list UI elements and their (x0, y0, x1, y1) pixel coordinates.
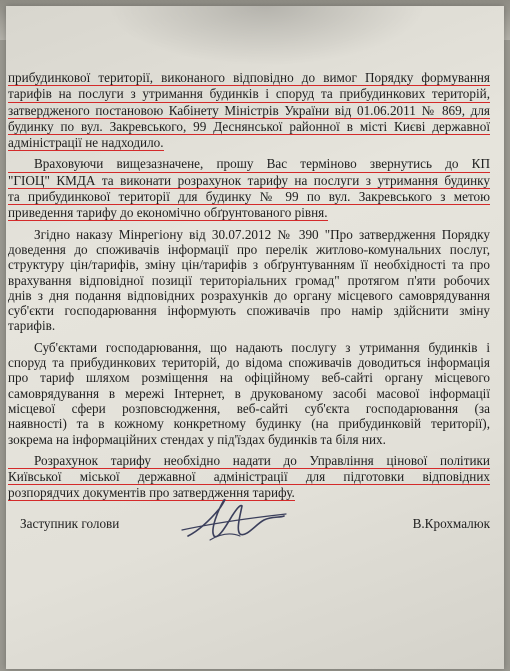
signature-block (20, 516, 490, 556)
text-line: Розрахунок тарифу необхідно надати до Управління цінової політики (8, 453, 490, 469)
paragraph-regulation-order (8, 227, 490, 334)
paragraph-no-calculation (8, 70, 490, 150)
signatory-position: Заступник голови (20, 516, 120, 531)
text-line: доведення до споживачів інформації про перелік житлово-комунальних послуг, (8, 241, 490, 257)
underlined-phrase: адміністрації не надходило. (8, 135, 164, 151)
underlined-phrase: приведення тарифу до економічно обґрунтованого рівня. (8, 205, 328, 221)
text-line: суб'єкти господарювання інформують споживачів про намір здійснити зміну (8, 303, 490, 319)
text-line: про тариф шляхом розміщення на офіційному веб-сайті органу місцевого (8, 370, 490, 386)
text-line: днів з дня подання відповідних розрахунків до органу місцевого самоврядування (8, 287, 490, 303)
text-line: самоврядування в мережі Інтернет, в друкованому засобі масової інформації (8, 385, 490, 401)
text-line: будинку по вул. Закревського, 99 Деснянської районної в місті Києві державної (8, 118, 490, 134)
paper-fold-shadow (106, 6, 426, 66)
text-line: тарифів. (8, 318, 56, 334)
text-line: структуру цін/тарифів, зміну цін/тарифів з обґрунтуванням її необхідності та про (8, 257, 490, 273)
underlined-phrase: розпорядчих документів про затвердження тарифу. (8, 485, 295, 501)
text-line: врахування відповідної позиції територіальних громад" протягом п'яти робочих (8, 272, 490, 288)
text-line: тарифів на послуги з утримання будинків і споруд та прибудинкових територій, (8, 86, 490, 102)
text-line: місцевої сфери розповсюдження, веб-сайті суб'єкта господарювання (за (8, 400, 490, 416)
paragraph-request (8, 156, 490, 220)
text-line: зокрема на інформаційних стендах у під'їздах будинків та біля них. (8, 431, 386, 447)
letter-body (8, 70, 490, 507)
text-line: Київської міської державної адміністрації для підготовки відповідних (8, 469, 490, 485)
text-line: Суб'єктами господарювання, що надають послугу з утримання будинків і (34, 339, 490, 355)
text-line: споруд та прибудинкових територій, до відома споживачів доводиться інформація (8, 355, 490, 371)
text-line (8, 205, 490, 220)
text-line: та прибудинкової території для будинку № 99 по вул. Закревського з метою (8, 189, 490, 205)
signatory-name: В.Крохмалюк (412, 516, 490, 531)
paragraph-publication (8, 340, 490, 447)
text-line: наявності) та в кожному конкретному будинку (на прибудинковій території), (8, 416, 490, 432)
text-line: Враховуючи вищезазначене, прошу Вас терміново звернутись до КП (8, 156, 490, 172)
text-line: Згідно наказу Мінрегіону від 30.07.2012 № 390 "Про затвердження Порядку (34, 226, 490, 242)
text-line: "ГІОЦ" КМДА та виконати розрахунок тарифу на послуги з утримання будинку (8, 172, 490, 188)
text-line: прибудинкової території, виконаного відповідно до вимог Порядку формування (8, 70, 490, 85)
text-line: затвердженого постановою Кабінету Міністрів України від 01.06.2011 № 869, для (8, 102, 490, 118)
text-line (8, 135, 490, 150)
